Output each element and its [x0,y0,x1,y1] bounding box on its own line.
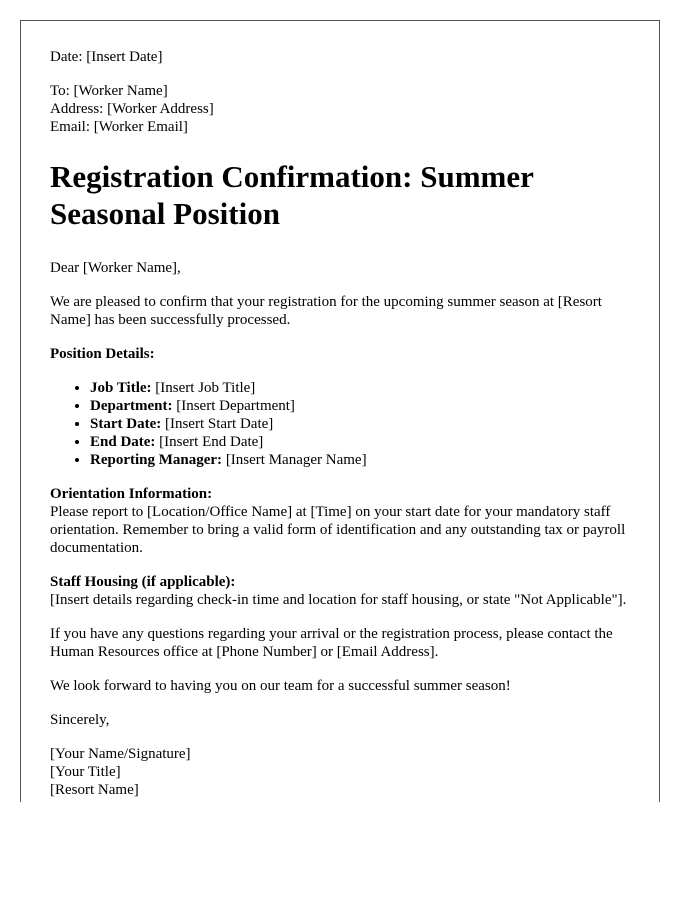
recipient-address-line: Address: [Worker Address] [50,101,214,117]
position-details-heading: Position Details: [50,346,155,362]
end-date-value: [Insert End Date] [155,434,264,450]
orientation-block [50,485,640,557]
date-line: Date: [Insert Date] [50,49,163,65]
date-block [50,48,640,66]
closing-block [50,677,640,695]
signature-name: [Your Name/Signature] [50,746,191,762]
greeting: Dear [Worker Name], [50,260,181,276]
signature-title: [Your Title] [50,764,121,780]
list-item-job-title [90,379,640,397]
department-value: [Insert Department] [172,398,295,414]
recipient-name-line: To: [Worker Name] [50,83,168,99]
housing-heading: Staff Housing (if applicable): [50,574,236,590]
job-title-value: [Insert Job Title] [151,380,256,396]
orientation-paragraph: Please report to [Location/Office Name] at [Time] on your start date for your mandatory staff orientation. Remember to bring a valid form of identification and any outstanding tax or payroll documentation. [50,504,626,556]
signature-resort: [Resort Name] [50,782,139,798]
reporting-manager-label: Reporting Manager: [90,452,223,468]
reporting-manager-value: [Insert Manager Name] [222,452,367,468]
letter-title: Registration Confirmation: Summer Seasonal Position [50,159,534,231]
signoff-block [50,711,640,729]
intro-block [50,293,640,329]
start-date-label: Start Date: [90,416,162,432]
questions-paragraph: If you have any questions regarding your arrival or the registration process, please contact the Human Resources office at [Phone Number] or [Email Address]. [50,626,613,660]
orientation-heading: Orientation Information: [50,486,213,502]
list-item-end-date [90,433,640,451]
list-item-reporting-manager [90,451,640,469]
recipient-block [50,82,640,136]
list-item-start-date [90,415,640,433]
housing-paragraph: [Insert details regarding check-in time and location for staff housing, or state "Not Applicable"]. [50,592,627,608]
letter-content [50,48,640,802]
signature-block [50,745,640,799]
letter-page [20,20,660,802]
position-details-list [50,379,640,469]
closing-paragraph: We look forward to having you on our team for a successful summer season! [50,678,511,694]
position-details-heading-block [50,345,640,363]
department-label: Department: [90,398,173,414]
signoff: Sincerely, [50,712,110,728]
questions-block [50,625,640,661]
start-date-value: [Insert Start Date] [161,416,274,432]
end-date-label: End Date: [90,434,156,450]
housing-block [50,573,640,609]
job-title-label: Job Title: [90,380,152,396]
greeting-block [50,259,640,277]
list-item-department [90,397,640,415]
recipient-email-line: Email: [Worker Email] [50,119,188,135]
intro-paragraph: We are pleased to confirm that your registration for the upcoming summer season at [Resort Name] has been successfully processed. [50,294,602,328]
